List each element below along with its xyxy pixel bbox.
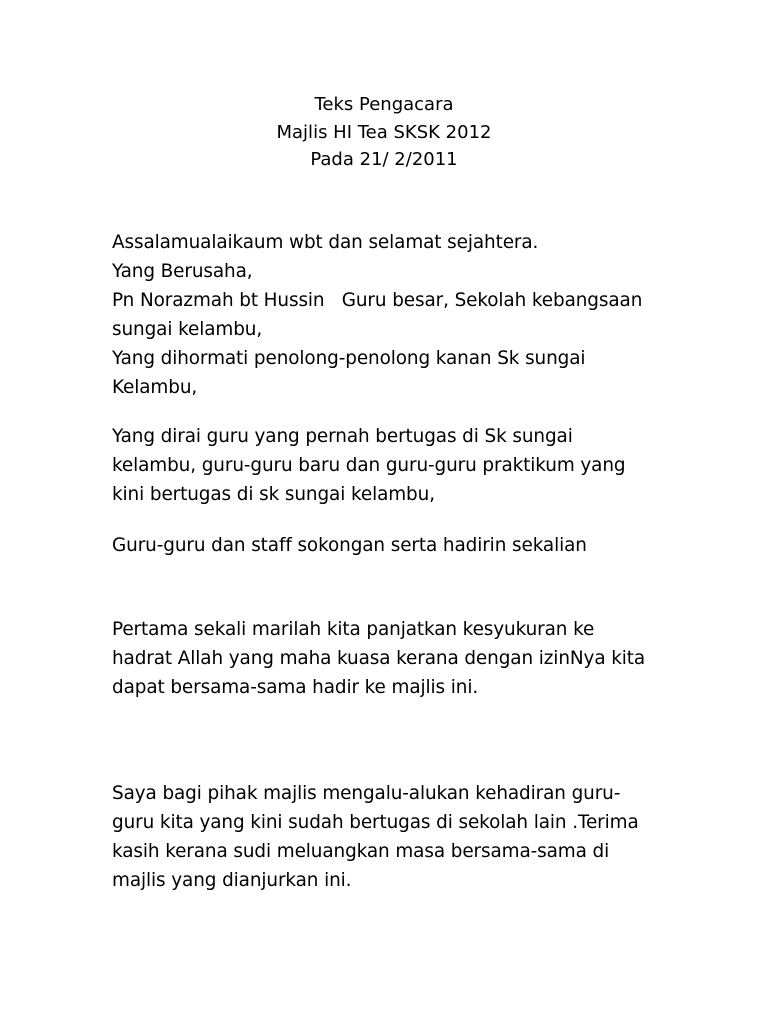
paragraph-line: kasih kerana sudi meluangkan masa bersama-sama di <box>112 841 610 862</box>
gratitude-paragraph <box>112 615 672 702</box>
paragraph-line: kini bertugas di sk sungai kelambu, <box>112 484 435 505</box>
paragraph-line: dapat bersama-sama hadir ke majlis ini. <box>112 677 479 698</box>
honoured-guests-paragraph <box>112 422 672 509</box>
document-title: Teks Pengacara <box>314 94 454 115</box>
welcome-paragraph <box>112 779 672 895</box>
paragraph-line: Yang dihormati penolong-penolong kanan Sk sungai <box>112 348 586 369</box>
paragraph-line: guru kita yang kini sudah bertugas di sekolah lain .Terima <box>112 812 639 833</box>
greeting-paragraph <box>112 228 672 402</box>
paragraph-line: kelambu, guru-guru baru dan guru-guru praktikum yang <box>112 455 626 476</box>
staff-paragraph <box>112 531 672 560</box>
paragraph-line: sungai kelambu, <box>112 319 263 340</box>
event-date: Pada 21/ 2/2011 <box>310 149 458 170</box>
paragraph-line: Yang dirai guru yang pernah bertugas di Sk sungai <box>112 426 573 447</box>
paragraph-line: Pertama sekali marilah kita panjatkan kesyukuran ke <box>112 619 595 640</box>
paragraph-line: Yang Berusaha, <box>112 261 253 282</box>
paragraph-line: majlis yang dianjurkan ini. <box>112 870 352 891</box>
paragraph-line: Saya bagi pihak majlis mengalu-alukan kehadiran guru- <box>112 783 621 804</box>
document-header <box>0 91 768 174</box>
paragraph-line: hadrat Allah yang maha kuasa kerana dengan izinNya kita <box>112 648 646 669</box>
paragraph-line: Assalamualaikaum wbt dan selamat sejahtera. <box>112 232 539 253</box>
paragraph-line: Kelambu, <box>112 377 198 398</box>
paragraph-line: Pn Norazmah bt Hussin Guru besar, Sekolah kebangsaan <box>112 290 643 311</box>
paragraph-line: Guru-guru dan staff sokongan serta hadirin sekalian <box>112 535 587 556</box>
event-name: Majlis HI Tea SKSK 2012 <box>276 121 492 143</box>
